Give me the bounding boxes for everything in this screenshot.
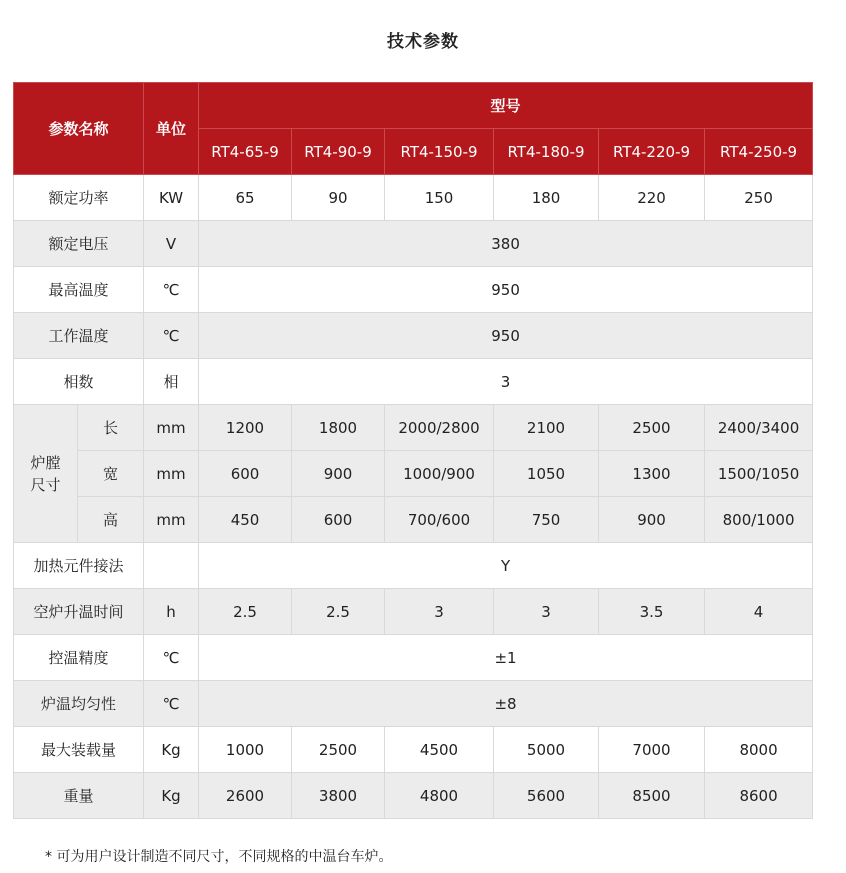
footnote: * 可为用户设计制造不同尺寸，不同规格的中温台车炉。: [45, 849, 393, 865]
row-unit: mm: [144, 405, 199, 451]
row-unit: 相: [144, 359, 199, 405]
table-row: [14, 589, 813, 635]
cell-value: 2.5: [292, 589, 385, 635]
cell-value: 1800: [292, 405, 385, 451]
cell-value: 800/1000: [705, 497, 813, 543]
cell-value: 600: [292, 497, 385, 543]
row-unit: ℃: [144, 681, 199, 727]
row-unit: mm: [144, 451, 199, 497]
row-unit: Kg: [144, 773, 199, 819]
row-group-label: 炉膛 尺寸: [14, 405, 78, 543]
cell-value: 5000: [494, 727, 599, 773]
cell-value: 900: [292, 451, 385, 497]
header-model: RT4-90-9: [292, 129, 385, 175]
row-unit: [144, 543, 199, 589]
row-unit: ℃: [144, 635, 199, 681]
cell-value: 3: [199, 359, 813, 405]
row-unit: Kg: [144, 727, 199, 773]
row-unit: h: [144, 589, 199, 635]
row-sublabel: 高: [78, 497, 144, 543]
cell-value: 3.5: [599, 589, 705, 635]
table-row: [14, 681, 813, 727]
cell-value: 1300: [599, 451, 705, 497]
table-row: [14, 175, 813, 221]
cell-value: 4500: [385, 727, 494, 773]
row-label: 控温精度: [14, 635, 144, 681]
row-label: 相数: [14, 359, 144, 405]
cell-value: 750: [494, 497, 599, 543]
row-sublabel: 长: [78, 405, 144, 451]
cell-value: 90: [292, 175, 385, 221]
header-model-group: 型号: [199, 83, 813, 129]
cell-value: 8600: [705, 773, 813, 819]
table-row: [14, 267, 813, 313]
cell-value: 5600: [494, 773, 599, 819]
cell-value: 2000/2800: [385, 405, 494, 451]
cell-value: 3800: [292, 773, 385, 819]
cell-value: 950: [199, 267, 813, 313]
cell-value: 1000: [199, 727, 292, 773]
cell-value: 1000/900: [385, 451, 494, 497]
cell-value: 3: [385, 589, 494, 635]
header-unit: 单位: [144, 83, 199, 175]
cell-value: 1050: [494, 451, 599, 497]
cell-value: 2600: [199, 773, 292, 819]
table-row: [14, 773, 813, 819]
header-model: RT4-220-9: [599, 129, 705, 175]
header-model: RT4-150-9: [385, 129, 494, 175]
table-row: [14, 405, 813, 451]
table-row: [14, 727, 813, 773]
cell-value: 4800: [385, 773, 494, 819]
row-unit: ℃: [144, 267, 199, 313]
header-param-name: 参数名称: [14, 83, 144, 175]
row-label: 额定电压: [14, 221, 144, 267]
cell-value: 380: [199, 221, 813, 267]
spec-table: [13, 82, 813, 819]
header-model: RT4-250-9: [705, 129, 813, 175]
table-row: [14, 497, 813, 543]
cell-value: 3: [494, 589, 599, 635]
row-label: 最高温度: [14, 267, 144, 313]
cell-value: 180: [494, 175, 599, 221]
header-model: RT4-180-9: [494, 129, 599, 175]
cell-value: 2500: [599, 405, 705, 451]
row-label: 额定功率: [14, 175, 144, 221]
cell-value: 4: [705, 589, 813, 635]
cell-value: 65: [199, 175, 292, 221]
cell-value: ±8: [199, 681, 813, 727]
cell-value: Y: [199, 543, 813, 589]
cell-value: 600: [199, 451, 292, 497]
cell-value: 1200: [199, 405, 292, 451]
cell-value: 450: [199, 497, 292, 543]
row-label: 重量: [14, 773, 144, 819]
row-unit: V: [144, 221, 199, 267]
row-unit: ℃: [144, 313, 199, 359]
row-sublabel: 宽: [78, 451, 144, 497]
cell-value: 7000: [599, 727, 705, 773]
cell-value: 1500/1050: [705, 451, 813, 497]
row-label: 最大装载量: [14, 727, 144, 773]
cell-value: 2500: [292, 727, 385, 773]
cell-value: 250: [705, 175, 813, 221]
row-label: 炉温均匀性: [14, 681, 144, 727]
cell-value: 950: [199, 313, 813, 359]
cell-value: 900: [599, 497, 705, 543]
table-row: [14, 635, 813, 681]
header-model: RT4-65-9: [199, 129, 292, 175]
cell-value: 2400/3400: [705, 405, 813, 451]
cell-value: 2.5: [199, 589, 292, 635]
row-unit: KW: [144, 175, 199, 221]
cell-value: 2100: [494, 405, 599, 451]
row-label: 空炉升温时间: [14, 589, 144, 635]
row-unit: mm: [144, 497, 199, 543]
table-row: [14, 543, 813, 589]
table-row: [14, 359, 813, 405]
cell-value: ±1: [199, 635, 813, 681]
cell-value: 8000: [705, 727, 813, 773]
row-label: 工作温度: [14, 313, 144, 359]
page-title: 技术参数: [387, 32, 459, 52]
table-row: [14, 221, 813, 267]
table-row: [14, 451, 813, 497]
cell-value: 8500: [599, 773, 705, 819]
row-label: 加热元件接法: [14, 543, 144, 589]
table-row: [14, 313, 813, 359]
cell-value: 220: [599, 175, 705, 221]
cell-value: 700/600: [385, 497, 494, 543]
cell-value: 150: [385, 175, 494, 221]
